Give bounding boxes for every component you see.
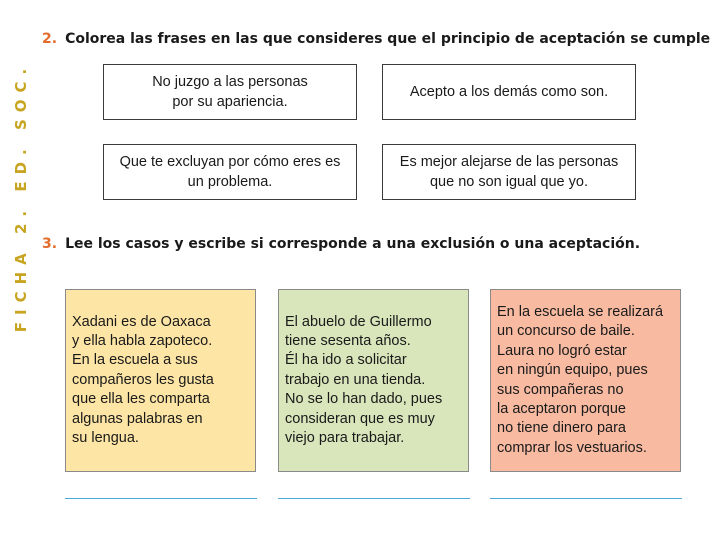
phrase-box-4[interactable] bbox=[382, 144, 636, 200]
phrase-3-text: Que te excluyan por cómo eres es un problema. bbox=[119, 154, 341, 190]
question-3-text: Lee los casos y escribe si corresponde a una exclusión o una aceptación. bbox=[65, 236, 641, 252]
answer-line-3[interactable] bbox=[490, 498, 682, 499]
side-label bbox=[8, 62, 34, 332]
question-2-number: 2. bbox=[42, 31, 58, 47]
question-3-heading bbox=[42, 236, 640, 252]
case-2-text: El abuelo de Guillermo tiene sesenta años. Él ha ido a solicitar trabajo en una tienda. No se lo han dado, pues consideran que es muy viejo para trabajar. bbox=[285, 313, 443, 447]
phrase-box-1[interactable] bbox=[103, 64, 357, 120]
question-2-heading bbox=[42, 31, 710, 47]
phrase-box-2[interactable] bbox=[382, 64, 636, 120]
answer-line-2[interactable] bbox=[278, 498, 470, 499]
case-3-text: En la escuela se realizará un concurso de baile. Laura no logró estar en ningún equipo, pues sus compañeras no la aceptaron porque no tiene dinero para comprar los vestuarios. bbox=[497, 303, 664, 456]
answer-line-1[interactable] bbox=[65, 498, 257, 499]
phrase-4-text: Es mejor alejarse de las personas que no son igual que yo. bbox=[399, 154, 619, 190]
side-label-text: FICHA 2. ED. SOC. bbox=[12, 61, 30, 333]
case-card-3 bbox=[490, 289, 681, 472]
phrase-2-text: Acepto a los demás como son. bbox=[409, 84, 609, 100]
question-2-text: Colorea las frases en las que consideres que el principio de aceptación se cumple bbox=[65, 31, 711, 47]
phrase-box-3[interactable] bbox=[103, 144, 357, 200]
case-1-text: Xadani es de Oaxaca y ella habla zapoteco. En la escuela a sus compañeros les gusta que ella les comparta algunas palabras en su lengua. bbox=[72, 313, 214, 447]
case-card-1 bbox=[65, 289, 256, 472]
phrase-1-text: No juzgo a las personas por su apariencia. bbox=[152, 74, 308, 110]
question-3-number: 3. bbox=[42, 236, 58, 252]
case-card-2 bbox=[278, 289, 469, 472]
